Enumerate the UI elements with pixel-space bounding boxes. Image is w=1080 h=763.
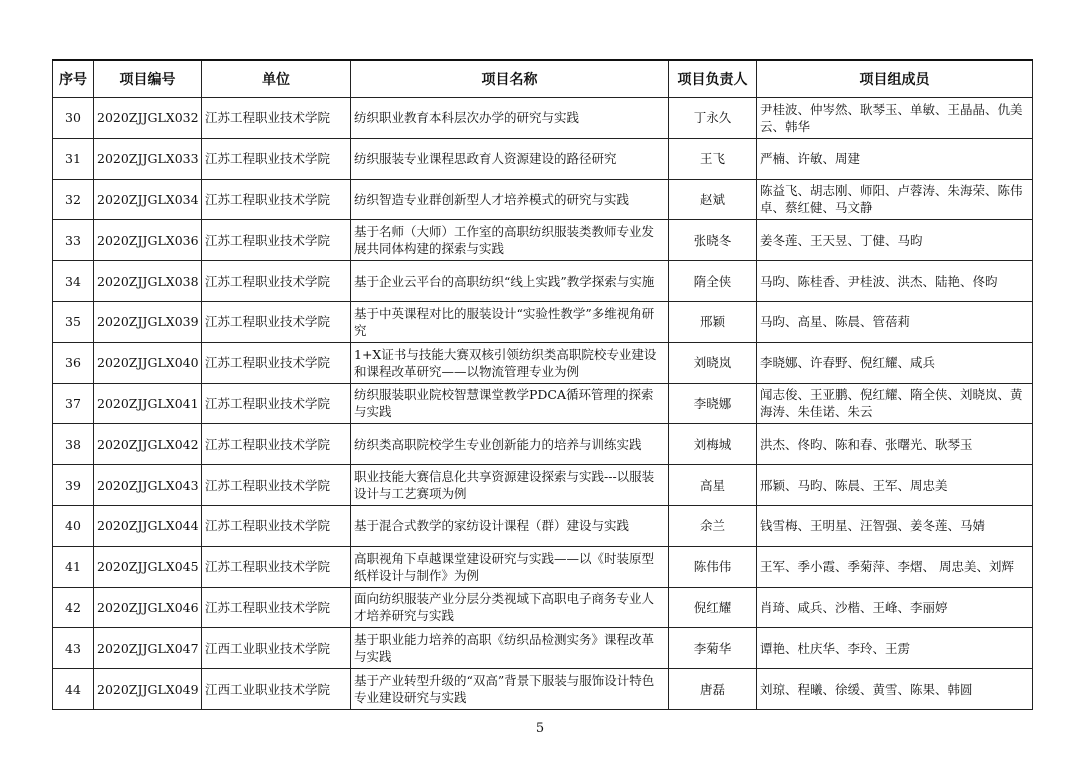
- project-name-cell: 纺织职业教育本科层次办学的研究与实践: [351, 98, 669, 139]
- table-row: [53, 261, 1033, 302]
- members-cell: 刘琼、程曦、徐缓、黄雪、陈果、韩圆: [757, 669, 1033, 710]
- project-code-cell: 2020ZJJGLX046: [94, 587, 202, 628]
- serial-cell: 36: [53, 342, 94, 383]
- members-cell: 马昀、陈桂香、尹桂波、洪杰、陆艳、佟昀: [757, 261, 1033, 302]
- members-cell: 洪杰、佟昀、陈和春、张曙光、耿琴玉: [757, 424, 1033, 465]
- leader-cell: 刘晓岚: [669, 342, 757, 383]
- serial-cell: 33: [53, 220, 94, 261]
- members-cell: 谭艳、杜庆华、李玲、王雳: [757, 628, 1033, 669]
- unit-cell: 江苏工程职业技术学院: [202, 465, 351, 506]
- table-row: [53, 301, 1033, 342]
- table-row: [53, 98, 1033, 139]
- members-cell: 钱雪梅、王明星、汪智强、姜冬莲、马婧: [757, 505, 1033, 546]
- unit-cell: 江苏工程职业技术学院: [202, 261, 351, 302]
- project-name-cell: 纺织智造专业群创新型人才培养模式的研究与实践: [351, 179, 669, 220]
- serial-cell: 38: [53, 424, 94, 465]
- unit-cell: 江苏工程职业技术学院: [202, 98, 351, 139]
- project-name-cell: 纺织服装专业课程思政育人资源建设的路径研究: [351, 138, 669, 179]
- table-row: [53, 669, 1033, 710]
- members-cell: 尹桂波、仲岑然、耿琴玉、单敏、王晶晶、仇美云、韩华: [757, 98, 1033, 139]
- leader-cell: 李晓娜: [669, 383, 757, 424]
- page-number: 5: [535, 721, 545, 736]
- table-row: [53, 383, 1033, 424]
- leader-cell: 余兰: [669, 505, 757, 546]
- table-header-row: [53, 60, 1033, 98]
- project-code-cell: 2020ZJJGLX049: [94, 669, 202, 710]
- serial-cell: 37: [53, 383, 94, 424]
- table-row: [53, 546, 1033, 587]
- leader-cell: 李菊华: [669, 628, 757, 669]
- unit-cell: 江苏工程职业技术学院: [202, 220, 351, 261]
- leader-cell: 张晓冬: [669, 220, 757, 261]
- table-row: [53, 505, 1033, 546]
- table-row: [53, 342, 1033, 383]
- serial-cell: 35: [53, 301, 94, 342]
- project-name-cell: 基于职业能力培养的高职《纺织品检测实务》课程改革与实践: [351, 628, 669, 669]
- serial-cell: 43: [53, 628, 94, 669]
- unit-cell: 江苏工程职业技术学院: [202, 546, 351, 587]
- unit-cell: 江西工业职业技术学院: [202, 628, 351, 669]
- project-code-cell: 2020ZJJGLX033: [94, 138, 202, 179]
- members-cell: 闻志俊、王亚鹏、倪红耀、隋全侠、刘晓岚、黄海涛、朱佳诺、朱云: [757, 383, 1033, 424]
- project-name-cell: 纺织服装职业院校智慧课堂教学PDCA循环管理的探索与实践: [351, 383, 669, 424]
- leader-cell: 倪红耀: [669, 587, 757, 628]
- project-name-cell: 高职视角下卓越课堂建设研究与实践——以《时装原型纸样设计与制作》为例: [351, 546, 669, 587]
- leader-cell: 隋全侠: [669, 261, 757, 302]
- members-cell: 肖琦、咸兵、沙楷、王峰、李丽婷: [757, 587, 1033, 628]
- header-members: 项目组成员: [757, 60, 1033, 98]
- project-table: [52, 59, 1033, 710]
- unit-cell: 江苏工程职业技术学院: [202, 138, 351, 179]
- unit-cell: 江苏工程职业技术学院: [202, 505, 351, 546]
- table-row: [53, 138, 1033, 179]
- serial-cell: 31: [53, 138, 94, 179]
- project-code-cell: 2020ZJJGLX034: [94, 179, 202, 220]
- project-name-cell: 纺织类高职院校学生专业创新能力的培养与训练实践: [351, 424, 669, 465]
- serial-cell: 41: [53, 546, 94, 587]
- project-code-cell: 2020ZJJGLX045: [94, 546, 202, 587]
- table-row: [53, 587, 1033, 628]
- table-row: [53, 179, 1033, 220]
- serial-cell: 44: [53, 669, 94, 710]
- table-row: [53, 628, 1033, 669]
- leader-cell: 高星: [669, 465, 757, 506]
- unit-cell: 江苏工程职业技术学院: [202, 383, 351, 424]
- project-code-cell: 2020ZJJGLX044: [94, 505, 202, 546]
- leader-cell: 王飞: [669, 138, 757, 179]
- project-name-cell: 基于中英课程对比的服装设计“实验性教学”多维视角研究: [351, 301, 669, 342]
- project-code-cell: 2020ZJJGLX032: [94, 98, 202, 139]
- project-code-cell: 2020ZJJGLX043: [94, 465, 202, 506]
- unit-cell: 江西工业职业技术学院: [202, 669, 351, 710]
- serial-cell: 32: [53, 179, 94, 220]
- serial-cell: 39: [53, 465, 94, 506]
- project-name-cell: 职业技能大赛信息化共享资源建设探索与实践---以服装设计与工艺赛项为例: [351, 465, 669, 506]
- header-project-name: 项目名称: [351, 60, 669, 98]
- header-unit: 单位: [202, 60, 351, 98]
- unit-cell: 江苏工程职业技术学院: [202, 179, 351, 220]
- members-cell: 陈益飞、胡志刚、师阳、卢蓉涛、朱海荣、陈伟卓、蔡红健、马文静: [757, 179, 1033, 220]
- project-name-cell: 1+X证书与技能大赛双核引领纺织类高职院校专业建设和课程改革研究——以物流管理专业为例: [351, 342, 669, 383]
- members-cell: 李晓娜、许春野、倪红耀、咸兵: [757, 342, 1033, 383]
- project-name-cell: 基于企业云平台的高职纺织“线上实践”教学探索与实施: [351, 261, 669, 302]
- members-cell: 马昀、高星、陈晨、管蓓莉: [757, 301, 1033, 342]
- project-code-cell: 2020ZJJGLX047: [94, 628, 202, 669]
- project-name-cell: 基于产业转型升级的“双高”背景下服装与服饰设计特色专业建设研究与实践: [351, 669, 669, 710]
- leader-cell: 刘梅城: [669, 424, 757, 465]
- leader-cell: 邢颖: [669, 301, 757, 342]
- project-code-cell: 2020ZJJGLX038: [94, 261, 202, 302]
- project-code-cell: 2020ZJJGLX041: [94, 383, 202, 424]
- leader-cell: 赵斌: [669, 179, 757, 220]
- table-row: [53, 424, 1033, 465]
- members-cell: 严楠、许敏、周建: [757, 138, 1033, 179]
- project-code-cell: 2020ZJJGLX040: [94, 342, 202, 383]
- header-serial: 序号: [53, 60, 94, 98]
- project-code-cell: 2020ZJJGLX039: [94, 301, 202, 342]
- members-cell: 王军、季小霞、季菊萍、李熠、 周忠美、刘辉: [757, 546, 1033, 587]
- serial-cell: 42: [53, 587, 94, 628]
- header-project-code: 项目编号: [94, 60, 202, 98]
- project-name-cell: 面向纺织服装产业分层分类视域下高职电子商务专业人才培养研究与实践: [351, 587, 669, 628]
- table-row: [53, 465, 1033, 506]
- members-cell: 邢颖、马昀、陈晨、王军、周忠美: [757, 465, 1033, 506]
- unit-cell: 江苏工程职业技术学院: [202, 424, 351, 465]
- leader-cell: 唐磊: [669, 669, 757, 710]
- unit-cell: 江苏工程职业技术学院: [202, 301, 351, 342]
- leader-cell: 丁永久: [669, 98, 757, 139]
- members-cell: 姜冬莲、王天昱、丁健、马昀: [757, 220, 1033, 261]
- project-name-cell: 基于混合式教学的家纺设计课程（群）建设与实践: [351, 505, 669, 546]
- serial-cell: 34: [53, 261, 94, 302]
- project-code-cell: 2020ZJJGLX042: [94, 424, 202, 465]
- project-code-cell: 2020ZJJGLX036: [94, 220, 202, 261]
- unit-cell: 江苏工程职业技术学院: [202, 342, 351, 383]
- unit-cell: 江苏工程职业技术学院: [202, 587, 351, 628]
- serial-cell: 30: [53, 98, 94, 139]
- table-row: [53, 220, 1033, 261]
- project-name-cell: 基于名师（大师）工作室的高职纺织服装类教师专业发展共同体构建的探索与实践: [351, 220, 669, 261]
- leader-cell: 陈伟伟: [669, 546, 757, 587]
- serial-cell: 40: [53, 505, 94, 546]
- header-leader: 项目负责人: [669, 60, 757, 98]
- table-body: [53, 98, 1033, 710]
